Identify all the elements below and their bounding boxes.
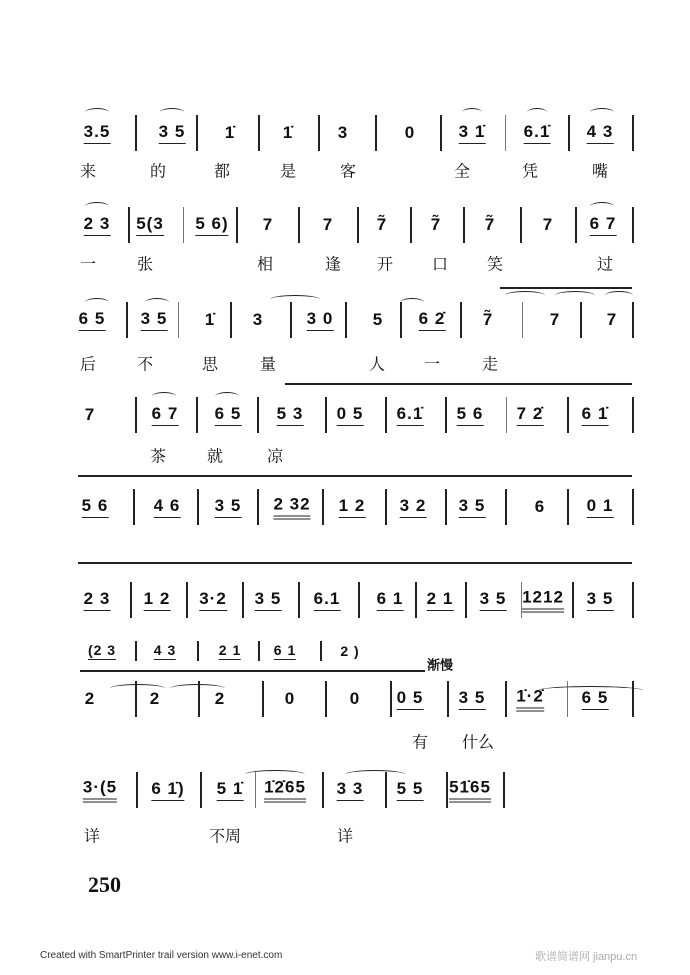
note-group: 3 0 xyxy=(307,309,334,331)
bar-line xyxy=(318,115,320,151)
note-group: 6.1̇ xyxy=(524,122,551,144)
note-group: 6 7 xyxy=(590,214,617,236)
bar-line xyxy=(445,489,447,525)
note-group: 2 1 xyxy=(218,642,242,658)
note-group: 7̃ xyxy=(430,215,442,234)
bar-line xyxy=(632,115,634,151)
footer-text: Created with SmartPrinter trail version www.i-enet.com xyxy=(40,950,283,961)
bar-line xyxy=(320,641,322,661)
bar-line xyxy=(575,207,577,243)
note-group: 6.1̇ xyxy=(397,404,424,426)
bar-line xyxy=(242,582,244,618)
note-group: 1212 xyxy=(522,588,564,613)
slur xyxy=(215,392,239,401)
bar-line xyxy=(258,641,260,661)
bar-line xyxy=(322,772,324,808)
bar-line xyxy=(357,207,359,243)
bar-line xyxy=(197,489,199,525)
note-group: 3 5 xyxy=(459,688,486,710)
bar-line xyxy=(236,207,238,243)
bar-line xyxy=(465,582,467,618)
note-group: 1 2 xyxy=(339,496,366,518)
note-group: 6 2̇ xyxy=(419,309,446,331)
lyric: 凉 xyxy=(266,446,284,466)
slur xyxy=(605,291,633,300)
slur xyxy=(527,108,547,117)
note-group: 1̇ xyxy=(224,123,236,142)
note-group: 7 2̇ xyxy=(517,404,544,426)
bar-line xyxy=(136,772,138,808)
note-group: 7 xyxy=(606,310,618,329)
lyric: 笑 xyxy=(486,254,504,274)
bar-line xyxy=(183,207,184,243)
bar-line xyxy=(196,115,198,151)
bar-line xyxy=(445,397,447,433)
note-group: 6 xyxy=(534,497,546,516)
bar-line xyxy=(521,582,522,618)
bar-line xyxy=(415,582,417,618)
note-group: 0 xyxy=(349,689,361,708)
bar-line xyxy=(446,772,448,808)
note-group: 7 xyxy=(262,215,274,234)
note-group: 6 5 xyxy=(215,404,242,426)
slur xyxy=(170,684,225,693)
bar-line xyxy=(178,302,179,338)
bar-line xyxy=(298,582,300,618)
bar-line xyxy=(385,397,387,433)
note-group: 5 6 xyxy=(457,404,484,426)
note-group: 5 3 xyxy=(277,404,304,426)
lyric: 不周 xyxy=(208,826,242,846)
note-group: 1̇ xyxy=(204,310,216,329)
note-group: 0 5 xyxy=(337,404,364,426)
note-group: 0 1 xyxy=(587,496,614,518)
note-group: 7̃ xyxy=(482,310,494,329)
note-group: 2 32 xyxy=(273,495,310,520)
note-group: 2 xyxy=(84,689,96,708)
lyric: 后 xyxy=(79,354,97,374)
note-group: 7 xyxy=(542,215,554,234)
bar-line xyxy=(257,397,259,433)
note-group: 5 6) xyxy=(195,214,228,236)
bar-line xyxy=(197,641,199,661)
lyric: 相 xyxy=(256,254,274,274)
slur xyxy=(345,770,405,779)
slur xyxy=(85,298,109,307)
slur xyxy=(85,108,109,117)
note-group: 2 xyxy=(214,689,226,708)
lyric: 人 xyxy=(368,354,386,374)
bar-line xyxy=(440,115,442,151)
note-group: 3 2 xyxy=(400,496,427,518)
note-group: 3 5 xyxy=(159,122,186,144)
note-group: 3 xyxy=(252,310,264,329)
bar-line xyxy=(410,207,412,243)
tempo-mark: 渐慢 xyxy=(426,657,454,673)
bar-line xyxy=(230,302,232,338)
note-group: 3 1̇ xyxy=(459,122,486,144)
bar-line xyxy=(567,397,569,433)
bar-line xyxy=(632,207,634,243)
slur xyxy=(160,108,184,117)
bar-line xyxy=(257,489,259,525)
note-group: 2 xyxy=(149,689,161,708)
extension-line xyxy=(285,383,632,385)
bar-line xyxy=(298,207,300,243)
lyric: 全 xyxy=(453,161,471,181)
note-group: 3 5 xyxy=(459,496,486,518)
slur xyxy=(590,202,614,211)
bar-line xyxy=(506,397,507,433)
bar-line xyxy=(632,681,634,717)
slur xyxy=(152,392,176,401)
extension-line xyxy=(78,475,632,477)
bar-line xyxy=(375,115,377,151)
lyric: 开 xyxy=(376,254,394,274)
note-group: 0 xyxy=(284,689,296,708)
note-group: 5(3 xyxy=(136,214,164,236)
note-group: 3.5 xyxy=(84,122,111,144)
note-group: 51̇65 xyxy=(449,778,491,803)
slur xyxy=(110,684,165,693)
bar-line xyxy=(572,582,574,618)
lyric: 的 xyxy=(149,161,167,181)
bar-line xyxy=(400,302,402,338)
bar-line xyxy=(200,772,202,808)
note-group: 6 1 xyxy=(377,589,404,611)
lyric: 量 xyxy=(259,354,277,374)
lyric: 茶 xyxy=(149,446,167,466)
lyric: 就 xyxy=(206,446,224,466)
lyric: 口 xyxy=(431,254,449,274)
bar-line xyxy=(505,681,507,717)
note-group: 4 6 xyxy=(154,496,181,518)
bar-line xyxy=(135,397,137,433)
extension-line xyxy=(80,670,425,672)
note-group: 2 ) xyxy=(340,643,360,659)
watermark: 歌谱简谱网 jianpu.cn xyxy=(535,951,638,963)
lyric: 不 xyxy=(136,354,154,374)
bar-line xyxy=(460,302,462,338)
bar-line xyxy=(345,302,347,338)
bar-line xyxy=(568,115,570,151)
lyric: 一 xyxy=(423,354,441,374)
note-group: 6 1̇) xyxy=(151,779,184,801)
note-group: 0 5 xyxy=(397,688,424,710)
lyric: 详 xyxy=(83,826,101,846)
note-group: 6 5 xyxy=(582,688,609,710)
slur xyxy=(538,686,643,695)
slur xyxy=(270,295,320,304)
bar-line xyxy=(358,582,360,618)
slur xyxy=(85,202,109,211)
note-group: 7̃ xyxy=(376,215,388,234)
bar-line xyxy=(520,207,522,243)
bar-line xyxy=(385,489,387,525)
extension-line xyxy=(500,287,632,289)
note-group: 5 xyxy=(372,310,384,329)
note-group: 6 1̇ xyxy=(582,404,609,426)
lyric: 详 xyxy=(336,826,354,846)
lyric: 都 xyxy=(213,161,231,181)
lyric: 张 xyxy=(136,254,154,274)
note-group: 5 5 xyxy=(397,779,424,801)
bar-line xyxy=(135,641,137,661)
note-group: 3 5 xyxy=(141,309,168,331)
slur xyxy=(590,108,614,117)
note-group: 3 5 xyxy=(587,589,614,611)
note-group: 7 xyxy=(322,215,334,234)
note-group: 4 3 xyxy=(587,122,614,144)
bar-line xyxy=(567,489,569,525)
note-group: 7 xyxy=(84,405,96,424)
lyric: 是 xyxy=(279,161,297,181)
bar-line xyxy=(325,397,327,433)
lyric: 客 xyxy=(339,161,357,181)
lyric: 一 xyxy=(79,254,97,274)
slur xyxy=(462,108,482,117)
note-group: 7 xyxy=(549,310,561,329)
note-group: 3 xyxy=(337,123,349,142)
note-group: 3·2 xyxy=(199,589,227,611)
bar-line xyxy=(632,489,634,525)
slur xyxy=(555,291,595,300)
note-group: 1̇ xyxy=(282,123,294,142)
bar-line xyxy=(322,489,324,525)
note-group: 6 1 xyxy=(273,642,297,658)
note-group: 3 5 xyxy=(215,496,242,518)
slur xyxy=(505,291,545,300)
note-group: 6.1 xyxy=(314,589,341,611)
bar-line xyxy=(130,582,132,618)
bar-line xyxy=(290,302,292,338)
note-group: 5 1̇ xyxy=(217,779,244,801)
bar-line xyxy=(133,489,135,525)
note-group: 1̇·2̇ xyxy=(516,687,544,712)
bar-line xyxy=(126,302,128,338)
lyric: 来 xyxy=(79,161,97,181)
note-group: 5 6 xyxy=(82,496,109,518)
note-group: 3 5 xyxy=(255,589,282,611)
slur xyxy=(245,770,305,779)
bar-line xyxy=(632,302,634,338)
lyric: 什么 xyxy=(461,732,495,752)
lyric: 过 xyxy=(596,254,614,274)
bar-line xyxy=(632,582,634,618)
note-group: 2 3 xyxy=(84,214,111,236)
slur xyxy=(145,298,169,307)
note-group: 4 3 xyxy=(153,642,177,658)
bar-line xyxy=(505,489,507,525)
note-group: 6 7 xyxy=(152,404,179,426)
lyric: 凭 xyxy=(521,161,539,181)
bar-line xyxy=(258,115,260,151)
bar-line xyxy=(128,207,130,243)
bar-line xyxy=(580,302,582,338)
page-number: 250 xyxy=(88,872,121,897)
bar-line xyxy=(135,115,137,151)
slur xyxy=(400,298,424,307)
note-group: 1 2 xyxy=(144,589,171,611)
extension-line xyxy=(78,562,632,564)
bar-line xyxy=(196,397,198,433)
note-group: 3 3 xyxy=(337,779,364,801)
note-group: 2 1 xyxy=(427,589,454,611)
bar-line xyxy=(262,681,264,717)
note-group: 1̇2̇65 xyxy=(264,778,306,803)
note-group: 7̃ xyxy=(484,215,496,234)
bar-line xyxy=(390,681,392,717)
lyric: 逢 xyxy=(324,254,342,274)
lyric: 嘴 xyxy=(591,161,609,181)
bar-line xyxy=(503,772,505,808)
lyric: 思 xyxy=(201,354,219,374)
bar-line xyxy=(447,681,449,717)
note-group: 0 xyxy=(404,123,416,142)
lyric: 有 xyxy=(411,732,429,752)
bar-line xyxy=(632,397,634,433)
bar-line xyxy=(186,582,188,618)
note-group: 3 5 xyxy=(480,589,507,611)
bar-line xyxy=(325,681,327,717)
bar-line xyxy=(522,302,523,338)
note-group: 6 5 xyxy=(79,309,106,331)
bar-line xyxy=(463,207,465,243)
note-group: 2 3 xyxy=(84,589,111,611)
lyric: 走 xyxy=(481,354,499,374)
note-group: 3·(5 xyxy=(83,778,117,803)
bar-line xyxy=(505,115,506,151)
note-group: (2 3 xyxy=(87,642,117,658)
